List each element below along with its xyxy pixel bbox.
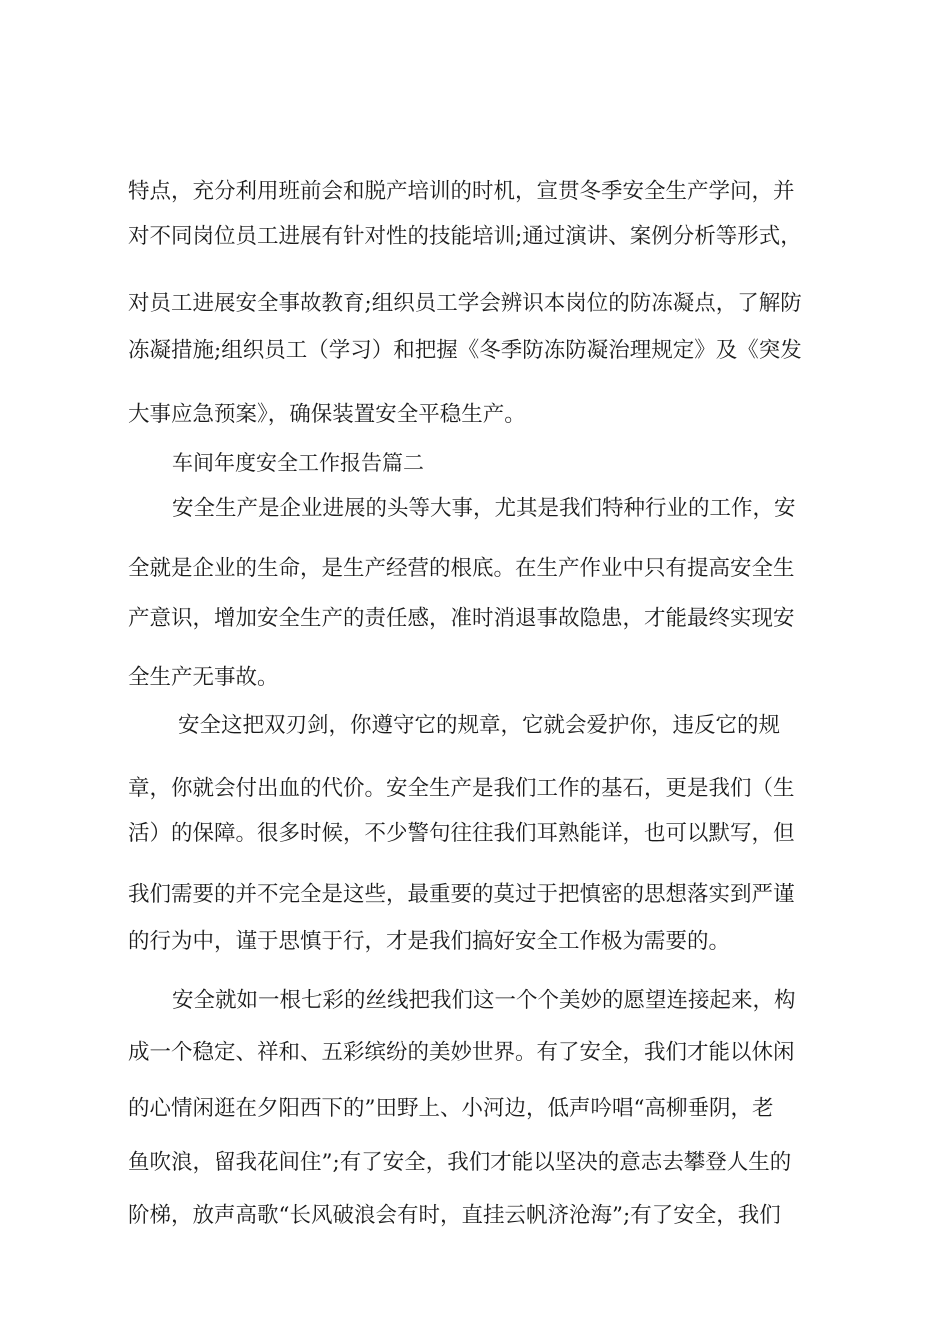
text-line: 安全这把双刃剑，你遵守它的规章，它就会爱护你，违反它的规 xyxy=(178,713,781,738)
section-heading: 车间年度安全工作报告篇二 xyxy=(172,451,424,475)
text-line: 鱼吹浪，留我花间住”;有了安全，我们才能以坚决的意志去攀登人生的 xyxy=(128,1150,792,1175)
text-line: 全就是企业的生命，是生产经营的根底。在生产作业中只有提高安全生 xyxy=(128,556,795,581)
text-line: 的行为中，谨于思慎于行，才是我们搞好安全工作极为需要的。 xyxy=(128,929,731,954)
text-line: 大事应急预案》，确保装置安全平稳生产。 xyxy=(128,402,526,427)
text-line: 阶梯，放声高歌“长风破浪会有时，直挂云帆济沧海”;有了安全，我们 xyxy=(128,1203,781,1228)
text-line: 成一个稳定、祥和、五彩缤纷的美妙世界。有了安全，我们才能以休闲 xyxy=(128,1040,795,1065)
text-line: 活）的保障。很多时候，不少警句往往我们耳熟能详，也可以默写，但 xyxy=(128,821,795,846)
text-line: 对员工进展安全事故教育;组织员工学会辨识本岗位的防冻凝点，了解防 xyxy=(128,291,802,316)
text-line: 冻凝措施;组织员工（学习）和把握《冬季防冻防凝治理规定》及《突发 xyxy=(128,338,802,363)
text-line: 对不同岗位员工进展有针对性的技能培训;通过演讲、案例分析等形式， xyxy=(128,224,802,249)
text-line: 的心情闲逛在夕阳西下的”田野上、小河边，低声吟唱“高柳垂阴，老 xyxy=(128,1096,774,1121)
text-line: 章，你就会付出血的代价。安全生产是我们工作的基石，更是我们（生 xyxy=(128,776,795,801)
text-line: 特点，充分利用班前会和脱产培训的时机，宣贯冬季安全生产学问，并 xyxy=(128,179,795,204)
text-line: 产意识，增加安全生产的责任感，准时消退事故隐患，才能最终实现安 xyxy=(128,606,795,631)
text-line: 我们需要的并不完全是这些，最重要的莫过于把慎密的思想落实到严谨 xyxy=(128,882,795,907)
text-line: 安全生产是企业进展的头等大事，尤其是我们特种行业的工作，安 xyxy=(172,496,796,521)
text-line: 安全就如一根七彩的丝线把我们这一个个美妙的愿望连接起来，构 xyxy=(172,988,796,1013)
text-line: 全生产无事故。 xyxy=(128,665,279,690)
